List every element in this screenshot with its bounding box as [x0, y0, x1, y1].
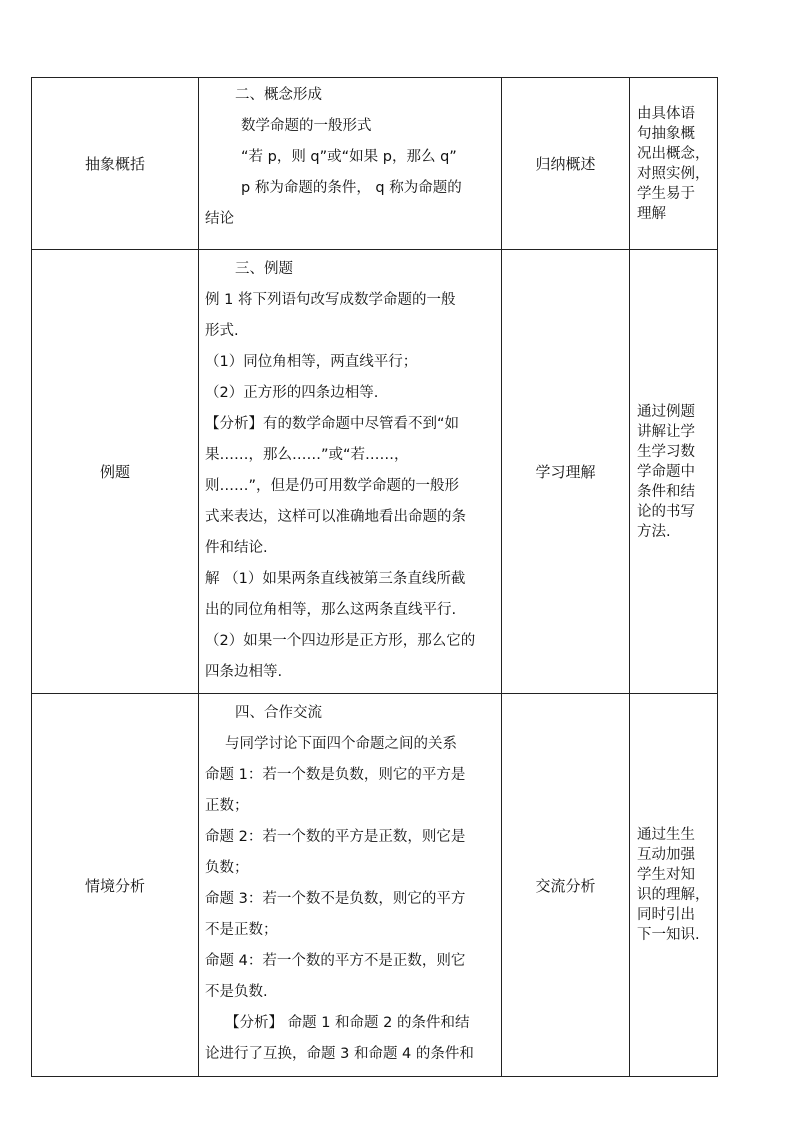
content-cell [199, 78, 502, 250]
content-line: p 称为命题的条件， q 称为命题的 [241, 180, 462, 196]
content-line: 命题 1：若一个数是负数，则它的平方是 [205, 767, 466, 783]
content-line: 则……”，但是仍可用数学命题的一般形 [205, 478, 460, 494]
note-line: 同时引出 [637, 907, 695, 923]
activity-label: 归纳概述 [535, 155, 596, 173]
content-line: 数学命题的一般形式 [241, 118, 372, 134]
note-line: 况出概念， [637, 145, 710, 162]
stage-label: 抽象概括 [84, 155, 145, 173]
content-line: 命题 3：若一个数不是负数，则它的平方 [205, 891, 466, 907]
content-line: 【分析】有的数学命题中尽管看不到“如 [205, 416, 460, 432]
content-line: 形式. [205, 323, 239, 339]
table-row [32, 78, 718, 250]
lesson-plan-table [31, 77, 718, 1077]
content-line: （2）正方形的四条边相等. [205, 385, 379, 401]
content-line: 论进行了互换，命题 3 和命题 4 的条件和 [205, 1046, 474, 1062]
table-row [32, 250, 718, 694]
content-line: 式来表达，这样可以准确地看出命题的条 [205, 509, 466, 525]
note-line: 由具体语 [637, 105, 695, 122]
design-intent-cell [630, 694, 718, 1077]
content-line: 命题 2：若一个数的平方是正数，则它是 [205, 829, 466, 845]
activity-label: 交流分析 [535, 876, 596, 895]
content-line: 件和结论. [205, 540, 268, 556]
content-line: 负数； [205, 860, 249, 876]
activity-cell [502, 694, 630, 1077]
note-line: 学生对知 [637, 867, 695, 883]
table-row [32, 694, 718, 1077]
content-line: 解 （1）如果两条直线被第三条直线所截 [205, 571, 466, 587]
stage-label: 例题 [99, 463, 130, 481]
content-cell [199, 694, 502, 1077]
content-line: 不是正数； [205, 922, 278, 938]
activity-label: 学习理解 [535, 463, 596, 481]
activity-cell [502, 78, 630, 250]
note-line: 互动加强 [637, 847, 695, 863]
content-line: 结论 [205, 211, 234, 227]
note-line: 句抽象概 [637, 125, 695, 142]
content-line: 果……，那么……”或“若……， [205, 447, 409, 463]
note-line: 通过生生 [637, 827, 695, 843]
section-heading: 二、概念形成 [235, 87, 322, 103]
note-line: 下一知识. [637, 927, 700, 943]
content-cell [199, 250, 502, 694]
design-intent-cell [630, 250, 718, 694]
note-line: 理解 [637, 205, 666, 222]
content-line: 命题 4：若一个数的平方不是正数，则它 [205, 953, 466, 969]
note-line: 论的书写 [637, 503, 695, 520]
stage-cell [32, 694, 199, 1077]
note-line: 条件和结 [637, 483, 695, 500]
note-line: 通过例题 [637, 403, 695, 420]
note-line: 生学习数 [637, 443, 695, 460]
note-line: 讲解让学 [637, 423, 695, 440]
activity-cell [502, 250, 630, 694]
note-line: 识的理解， [637, 887, 710, 903]
design-intent-cell [630, 78, 718, 250]
note-line: 学命题中 [637, 463, 695, 480]
content-line: 与同学讨论下面四个命题之间的关系 [225, 736, 457, 752]
content-line: （1）同位角相等，两直线平行； [205, 354, 418, 370]
content-line: 例 1 将下列语句改写成数学命题的一般 [205, 292, 456, 308]
content-line: 不是负数. [205, 984, 268, 1000]
content-line: 正数； [205, 798, 249, 814]
content-line: 【分析】 命题 1 和命题 2 的条件和结 [225, 1015, 470, 1031]
content-line: （2）如果一个四边形是正方形，那么它的 [205, 633, 476, 649]
note-line: 学生易于 [637, 185, 695, 202]
section-heading: 三、例题 [235, 261, 293, 277]
content-line: 出的同位角相等，那么这两条直线平行. [205, 602, 457, 618]
content-line: 四条边相等. [205, 664, 283, 680]
note-line: 对照实例， [637, 165, 710, 182]
note-line: 方法. [637, 523, 671, 540]
stage-label: 情境分析 [84, 876, 145, 895]
stage-cell [32, 78, 199, 250]
section-heading: 四、合作交流 [235, 705, 322, 721]
content-line: “若 p，则 q”或“如果 p，那么 q” [241, 149, 457, 165]
stage-cell [32, 250, 199, 694]
